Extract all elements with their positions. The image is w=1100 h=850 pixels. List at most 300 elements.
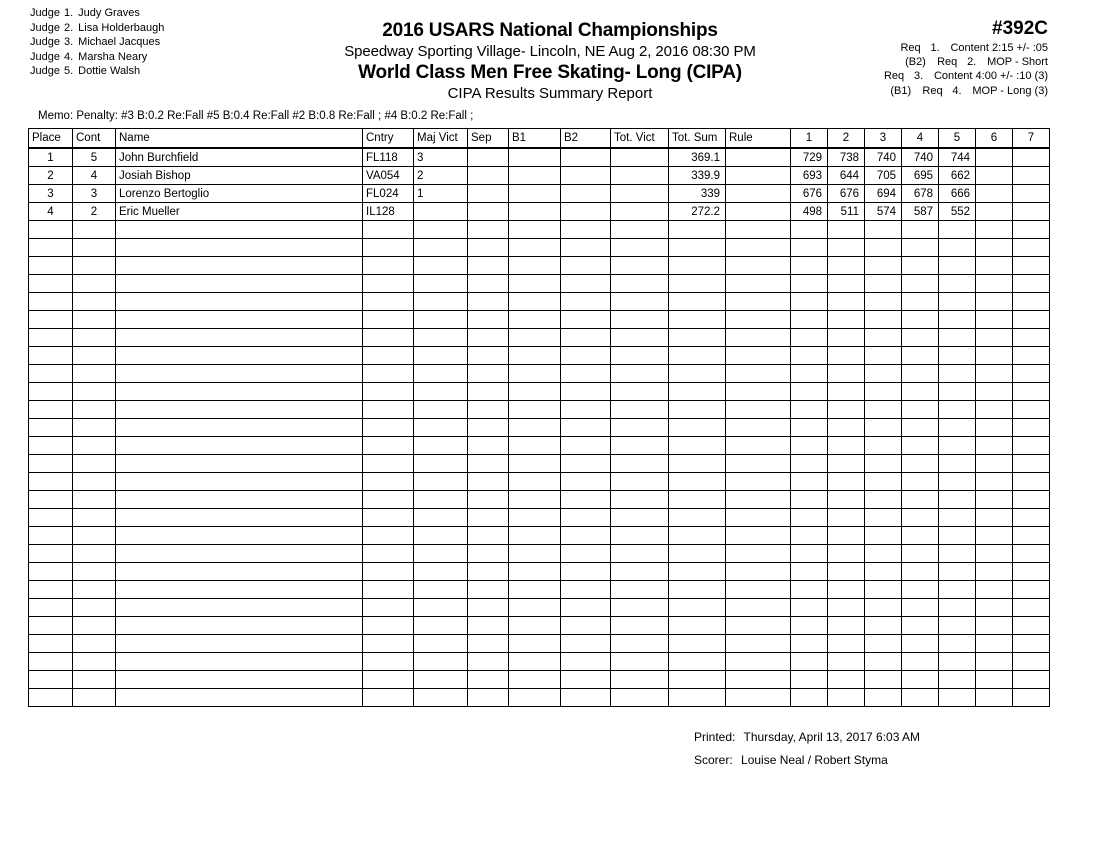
table-cell-place [29,365,73,383]
table-cell-maj-vict [414,635,468,653]
table-cell-j5: 744 [939,148,976,167]
table-cell-maj-vict [414,329,468,347]
table-row[interactable] [29,221,1050,239]
table-cell-maj-vict [414,563,468,581]
table-cell-sep [468,473,509,491]
table-row[interactable] [29,671,1050,689]
table-cell-sep [468,275,509,293]
column-header: Tot. Sum [669,129,726,149]
requirement-bracket [868,41,900,55]
table-cell-place [29,491,73,509]
table-row[interactable] [29,527,1050,545]
table-cell-cont [73,293,116,311]
table-cell-rule [726,275,791,293]
table-cell-j2 [828,491,865,509]
table-cell-j1 [791,419,828,437]
table-cell-b1 [509,581,561,599]
table-row[interactable] [29,185,1050,203]
table-cell-sep [468,329,509,347]
table-cell-b1 [509,311,561,329]
table-row[interactable] [29,329,1050,347]
table-cell-tot-vict [611,401,669,419]
table-cell-tot-vict [611,545,669,563]
table-cell-j4 [902,383,939,401]
printed-value: Thursday, April 13, 2017 6:03 AM [743,730,921,744]
column-header: Name [116,129,363,149]
table-cell-j5 [939,437,976,455]
table-cell-b1 [509,185,561,203]
table-cell-tot-vict [611,148,669,167]
table-cell-j3 [865,617,902,635]
table-cell-b1 [509,563,561,581]
table-row[interactable] [29,419,1050,437]
table-cell-sep [468,545,509,563]
table-cell-j1 [791,293,828,311]
table-cell-place [29,293,73,311]
table-cell-b2 [561,491,611,509]
table-cell-j2 [828,221,865,239]
table-cell-rule [726,401,791,419]
table-cell-j2 [828,437,865,455]
event-title: 2016 USARS National Championships [382,20,718,41]
table-cell-rule [726,671,791,689]
table-row[interactable] [29,455,1050,473]
table-cell-j3: 740 [865,148,902,167]
table-cell-b1 [509,473,561,491]
table-row[interactable] [29,473,1050,491]
table-cell-tot-vict [611,671,669,689]
judges-panel [30,6,330,79]
table-cell-j3 [865,221,902,239]
table-cell-j1 [791,689,828,707]
page-title: World Class Men Free Skating- Long (CIPA) [358,62,742,83]
table-cell-j7 [1013,635,1050,653]
table-cell-b2 [561,257,611,275]
table-cell-j5 [939,455,976,473]
table-row[interactable] [29,203,1050,221]
table-cell-cont [73,581,116,599]
table-cell-j4 [902,455,939,473]
table-cell-j6 [976,221,1013,239]
table-cell-tot-vict [611,311,669,329]
table-cell-sep [468,347,509,365]
column-header: Sep [468,129,509,149]
table-row[interactable] [29,167,1050,185]
table-cell-maj-vict [414,437,468,455]
table-cell-rule [726,383,791,401]
table-cell-j6 [976,275,1013,293]
table-cell-j7 [1013,185,1050,203]
table-cell-j2 [828,671,865,689]
table-cell-j1 [791,563,828,581]
table-cell-j5 [939,545,976,563]
judge-name: Dottie Walsh [78,65,141,78]
table-cell-tot-vict [611,365,669,383]
table-cell-j3 [865,239,902,257]
table-cell-b2 [561,203,611,221]
requirements-panel [808,18,1048,98]
table-cell-maj-vict: 2 [414,167,468,185]
table-cell-cntry [363,365,414,383]
table-cell-name: Lorenzo Bertoglio [116,185,363,203]
column-header: 2 [828,129,865,149]
column-header: 3 [865,129,902,149]
table-cell-j2 [828,347,865,365]
table-cell-j4 [902,563,939,581]
table-row[interactable] [29,617,1050,635]
table-cell-j3: 574 [865,203,902,221]
table-row[interactable] [29,293,1050,311]
table-cell-cont [73,257,116,275]
table-cell-b2 [561,599,611,617]
table-cell-j7 [1013,329,1050,347]
table-cell-j5: 666 [939,185,976,203]
table-row[interactable] [29,275,1050,293]
column-header: 4 [902,129,939,149]
table-cell-sep [468,419,509,437]
table-cell-b2 [561,545,611,563]
table-cell-j7 [1013,365,1050,383]
table-cell-j3 [865,653,902,671]
table-cell-rule [726,491,791,509]
table-cell-j2 [828,653,865,671]
table-cell-j2 [828,419,865,437]
venue-datetime: Speedway Sporting Village- Lincoln, NE Aug 2, 2016 08:30 PM [344,43,756,60]
table-cell-j7 [1013,167,1050,185]
table-cell-tot-sum [669,509,726,527]
table-cell-sep [468,239,509,257]
table-cell-place [29,275,73,293]
table-cell-j3 [865,311,902,329]
table-row[interactable] [29,653,1050,671]
column-header: Maj Vict [414,129,468,149]
table-cell-b1 [509,689,561,707]
table-cell-name [116,293,363,311]
table-cell-j7 [1013,581,1050,599]
table-cell-j1 [791,221,828,239]
table-cell-j4 [902,437,939,455]
judge-item [30,50,330,65]
table-cell-maj-vict: 1 [414,185,468,203]
table-cell-rule [726,581,791,599]
table-cell-j5 [939,275,976,293]
judge-number: 4. [63,50,74,63]
table-cell-name [116,491,363,509]
table-cell-tot-sum [669,419,726,437]
table-cell-place [29,311,73,329]
table-cell-sep [468,599,509,617]
requirement-bracket [852,69,884,83]
table-cell-tot-vict [611,419,669,437]
table-cell-j1 [791,365,828,383]
table-cell-j2: 676 [828,185,865,203]
table-cell-maj-vict [414,599,468,617]
table-cell-j6 [976,419,1013,437]
table-cell-b1 [509,148,561,167]
judge-name: Michael Jacques [78,36,161,49]
table-cell-j3 [865,401,902,419]
column-header: 7 [1013,129,1050,149]
table-cell-b1 [509,419,561,437]
table-row[interactable] [29,599,1050,617]
table-cell-j6 [976,653,1013,671]
table-cell-tot-sum [669,437,726,455]
table-cell-j3 [865,509,902,527]
table-cell-j2 [828,311,865,329]
table-row[interactable] [29,437,1050,455]
table-cell-j6 [976,437,1013,455]
table-cell-j5: 552 [939,203,976,221]
table-cell-b1 [509,635,561,653]
table-cell-j5 [939,509,976,527]
table-cell-j3 [865,563,902,581]
table-cell-tot-sum [669,239,726,257]
table-cell-j7 [1013,293,1050,311]
requirement-item [808,41,1048,55]
table-cell-j4 [902,365,939,383]
table-cell-tot-vict [611,581,669,599]
requirement-item [808,55,1048,69]
table-row[interactable] [29,689,1050,707]
table-cell-j7 [1013,347,1050,365]
table-cell-tot-sum [669,293,726,311]
table-cell-tot-vict [611,653,669,671]
table-cell-b2 [561,311,611,329]
table-cell-j7 [1013,221,1050,239]
table-cell-name [116,509,363,527]
requirement-text: Content 2:15 +/- :05 [950,42,1048,54]
table-row[interactable] [29,635,1050,653]
table-cell-tot-vict [611,185,669,203]
table-cell-tot-sum [669,653,726,671]
table-cell-rule [726,545,791,563]
table-cell-maj-vict [414,311,468,329]
requirement-label: Req [922,84,943,97]
table-cell-j1: 693 [791,167,828,185]
table-cell-cont [73,365,116,383]
table-cell-j1 [791,599,828,617]
table-cell-cntry [363,329,414,347]
table-row[interactable] [29,545,1050,563]
table-cell-b2 [561,167,611,185]
table-cell-cont [73,689,116,707]
table-cell-cont [73,527,116,545]
judge-name: Judy Graves [78,7,140,19]
table-cell-b2 [561,383,611,401]
table-cell-j3 [865,527,902,545]
requirements-list [808,41,1048,98]
table-row[interactable] [29,491,1050,509]
table-cell-sep [468,491,509,509]
table-cell-b1 [509,527,561,545]
table-row[interactable] [29,365,1050,383]
table-cell-j1: 676 [791,185,828,203]
table-cell-cont [73,239,116,257]
table-cell-place [29,671,73,689]
table-cell-rule [726,148,791,167]
table-cell-name [116,365,363,383]
table-cell-cont [73,347,116,365]
table-cell-b2 [561,329,611,347]
table-cell-tot-sum [669,221,726,239]
table-cell-j4 [902,257,939,275]
table-cell-b1 [509,509,561,527]
table-cell-tot-sum: 369.1 [669,148,726,167]
table-cell-tot-vict [611,689,669,707]
table-cell-j4 [902,419,939,437]
requirement-number: 3. [913,70,924,83]
table-cell-name [116,455,363,473]
table-cell-b2 [561,509,611,527]
table-cell-cntry [363,491,414,509]
table-cell-rule [726,689,791,707]
table-cell-maj-vict [414,365,468,383]
column-header: B1 [509,129,561,149]
table-cell-cntry [363,581,414,599]
table-cell-b2 [561,581,611,599]
table-row[interactable] [29,257,1050,275]
table-cell-j7 [1013,383,1050,401]
table-row[interactable] [29,383,1050,401]
table-cell-j4 [902,671,939,689]
table-cell-tot-vict [611,383,669,401]
table-cell-j2 [828,527,865,545]
printed-label: Printed: [694,730,736,744]
table-cell-j5 [939,653,976,671]
table-cell-j5 [939,239,976,257]
table-cell-tot-vict [611,635,669,653]
table-cell-j5 [939,599,976,617]
table-cell-rule [726,239,791,257]
table-cell-j2 [828,239,865,257]
table-cell-tot-sum [669,689,726,707]
table-cell-j2 [828,275,865,293]
table-cell-b2 [561,689,611,707]
table-cell-j1 [791,635,828,653]
table-cell-j1: 729 [791,148,828,167]
table-cell-j6 [976,167,1013,185]
table-cell-b1 [509,203,561,221]
table-cell-cntry [363,383,414,401]
table-cell-tot-sum [669,365,726,383]
table-cell-j5 [939,671,976,689]
table-cell-name: Josiah Bishop [116,167,363,185]
table-cell-j5 [939,527,976,545]
table-cell-b1 [509,257,561,275]
table-cell-place [29,581,73,599]
table-cell-j5 [939,581,976,599]
requirement-bracket: (B2) [905,56,926,69]
column-header: Place [29,129,73,149]
table-cell-cont [73,401,116,419]
table-row[interactable] [29,581,1050,599]
table-cell-cont [73,617,116,635]
printed-line [694,726,920,749]
table-cell-j2 [828,545,865,563]
table-cell-name: John Burchfield [116,148,363,167]
table-cell-tot-sum [669,329,726,347]
table-cell-sep [468,148,509,167]
table-cell-cont [73,311,116,329]
table-cell-tot-sum [669,527,726,545]
table-cell-tot-sum [669,581,726,599]
table-cell-j1 [791,491,828,509]
table-row[interactable] [29,347,1050,365]
table-cell-b1 [509,365,561,383]
table-cell-j2 [828,599,865,617]
table-cell-maj-vict [414,347,468,365]
table-cell-maj-vict [414,275,468,293]
table-cell-j6 [976,635,1013,653]
table-cell-j7 [1013,599,1050,617]
table-cell-j7 [1013,491,1050,509]
table-cell-j3 [865,491,902,509]
table-cell-j6 [976,401,1013,419]
table-cell-j1 [791,527,828,545]
table-cell-name [116,383,363,401]
table-cell-maj-vict [414,455,468,473]
table-cell-j4 [902,689,939,707]
table-row[interactable] [29,311,1050,329]
table-cell-name [116,221,363,239]
table-cell-j2: 738 [828,148,865,167]
table-cell-cont [73,635,116,653]
table-row[interactable] [29,239,1050,257]
table-row[interactable] [29,563,1050,581]
table-cell-j3 [865,293,902,311]
table-cell-place [29,383,73,401]
table-cell-sep [468,185,509,203]
table-cell-name [116,635,363,653]
table-cell-place: 4 [29,203,73,221]
table-cell-place [29,563,73,581]
table-cell-place [29,257,73,275]
table-cell-tot-sum [669,491,726,509]
table-cell-name [116,671,363,689]
table-cell-cntry [363,239,414,257]
table-cell-cntry [363,311,414,329]
table-cell-j6 [976,617,1013,635]
table-cell-j6 [976,527,1013,545]
table-cell-b2 [561,473,611,491]
table-cell-place [29,509,73,527]
table-row[interactable] [29,509,1050,527]
table-row[interactable] [29,401,1050,419]
column-header: 6 [976,129,1013,149]
table-cell-j1 [791,347,828,365]
table-cell-j4 [902,221,939,239]
table-cell-sep [468,401,509,419]
table-cell-j2 [828,635,865,653]
table-cell-place [29,473,73,491]
table-cell-j6 [976,203,1013,221]
table-cell-rule [726,527,791,545]
table-cell-tot-vict [611,455,669,473]
table-cell-j4 [902,545,939,563]
table-cell-j7 [1013,257,1050,275]
table-cell-rule [726,473,791,491]
table-row[interactable] [29,148,1050,167]
table-cell-tot-sum [669,401,726,419]
table-cell-j6 [976,239,1013,257]
table-cell-sep [468,527,509,545]
table-cell-rule [726,653,791,671]
requirement-number: 4. [952,84,962,97]
table-cell-b1 [509,437,561,455]
table-cell-cntry [363,419,414,437]
table-cell-j7 [1013,437,1050,455]
table-cell-j2: 644 [828,167,865,185]
